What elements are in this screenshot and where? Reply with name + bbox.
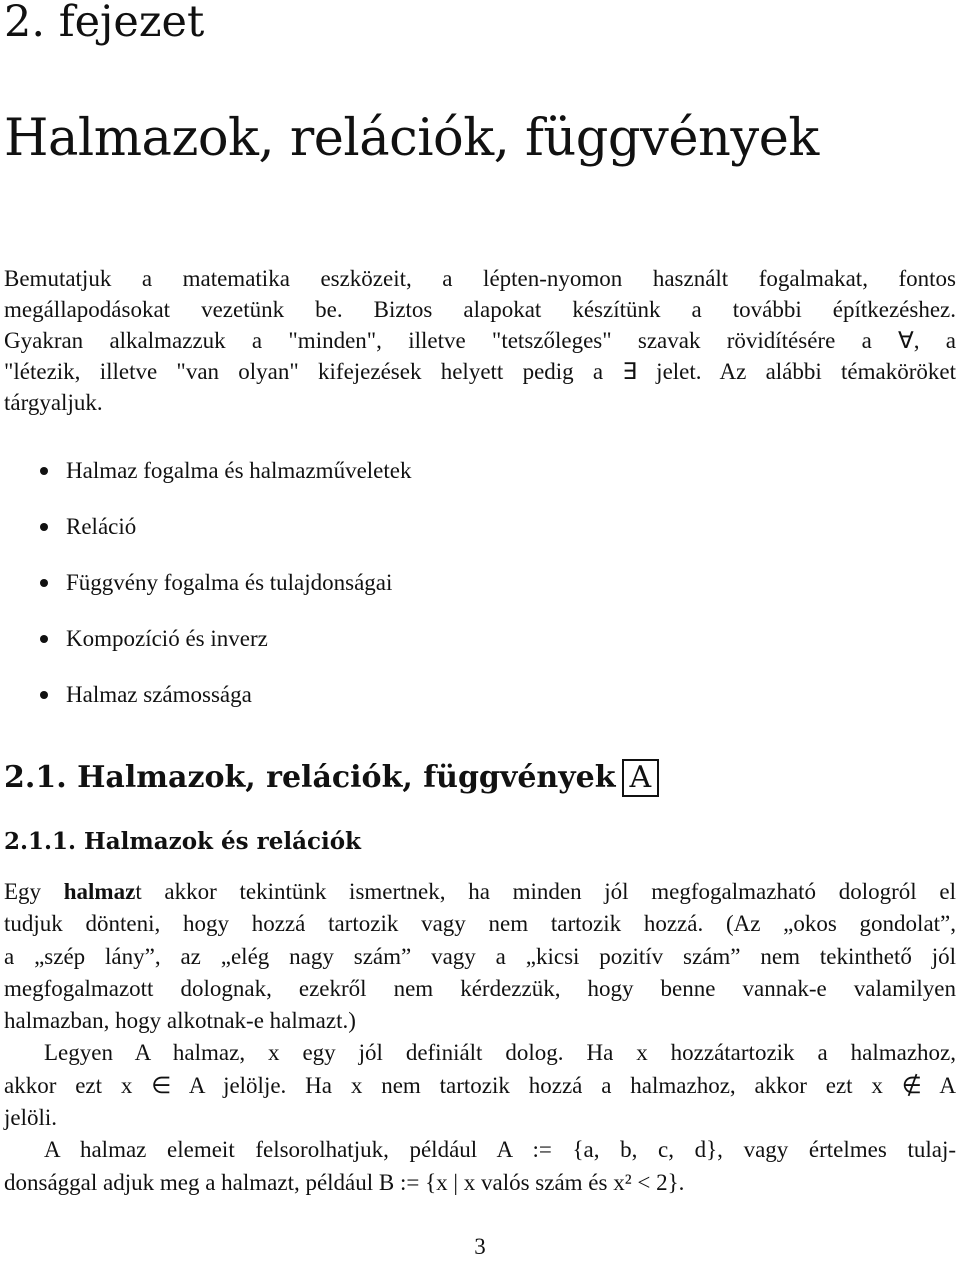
section-heading xyxy=(4,758,659,798)
list-item-label: Kompozíció és inverz xyxy=(66,626,268,651)
intro-line: Bemutatjuk a matematika eszközeit, a lépten-nyomon használt fogalmakat, fontos xyxy=(4,266,956,291)
list-item xyxy=(40,623,411,679)
intro-line: tárgyaljuk. xyxy=(4,390,103,415)
list-item xyxy=(40,567,411,623)
chapter-number: 2. fejezet xyxy=(4,0,205,47)
section-title: 2.1. Halmazok, relációk, függvények xyxy=(4,760,616,795)
body-line: tudjuk dönteni, hogy hozzá tartozik vagy nem tartozik hozzá. (Az „okos gondolat”, xyxy=(4,911,956,937)
topic-list xyxy=(40,455,411,735)
body-line: megfogalmazott dolognak, ezekről nem kérdezzük, hogy benne vannak-e valamilyen xyxy=(4,975,956,1001)
body-line xyxy=(4,876,956,908)
body-line: halmazban, hogy alkotnak-e halmazt.) xyxy=(4,1008,356,1034)
page-number: 3 xyxy=(474,1234,486,1259)
body-line: jelöli. xyxy=(4,1105,58,1131)
list-item-label: Függvény fogalma és tulajdonságai xyxy=(66,570,393,595)
bullet-icon xyxy=(40,579,48,587)
list-item xyxy=(40,455,411,511)
bullet-icon xyxy=(40,691,48,699)
body-line: donsággal adjuk meg a halmazt, például B := {x | x valós szám és x² < 2}. xyxy=(4,1169,685,1195)
bullet-icon xyxy=(40,467,48,475)
intro-line: megállapodásokat vezetünk be. Biztos alapokat készítünk a további építkezéshez. xyxy=(4,297,956,322)
list-item-label: Reláció xyxy=(66,514,137,539)
chapter-title: Halmazok, relációk, függvények xyxy=(4,109,819,168)
body-line: A halmaz elemeit felsorolhatjuk, például A := {a, b, c, d}, vagy értelmes tulaj- xyxy=(44,1137,956,1163)
subsection-title: 2.1.1. Halmazok és relációk xyxy=(4,828,361,855)
bullet-icon xyxy=(40,523,48,531)
section-level-badge: A xyxy=(622,759,660,797)
body-text xyxy=(4,876,956,1199)
term-halmaz: halmaz xyxy=(63,879,136,904)
list-item-label: Halmaz számossága xyxy=(66,682,252,707)
body-text-fragment: Egy xyxy=(4,879,64,904)
bullet-icon xyxy=(40,635,48,643)
list-item xyxy=(40,679,411,735)
body-line: a „szép lány”, az „elég nagy szám” vagy a „kicsi pozitív szám” nem tekinthető jól xyxy=(4,943,956,969)
body-line: akkor ezt x ∈ A jelölje. Ha x nem tartozik hozzá a halmazhoz, akkor ezt x ∉ A xyxy=(4,1072,956,1098)
intro-paragraph xyxy=(4,263,956,418)
body-line: Legyen A halmaz, x egy jól definiált dolog. Ha x hozzátartozik a halmazhoz, xyxy=(44,1040,956,1066)
list-item xyxy=(40,511,411,567)
body-text-fragment: t akkor tekintünk ismertnek, ha minden jól megfogalmazható dologról el xyxy=(135,879,956,904)
intro-line: "létezik, illetve "van olyan" kifejezések helyett pedig a ∃ jelet. Az alábbi témaköröket xyxy=(4,359,956,384)
intro-line: Gyakran alkalmazzuk a "minden", illetve "tetszőleges" szavak rövidítésére a ∀, a xyxy=(4,328,956,353)
list-item-label: Halmaz fogalma és halmazműveletek xyxy=(66,458,412,483)
